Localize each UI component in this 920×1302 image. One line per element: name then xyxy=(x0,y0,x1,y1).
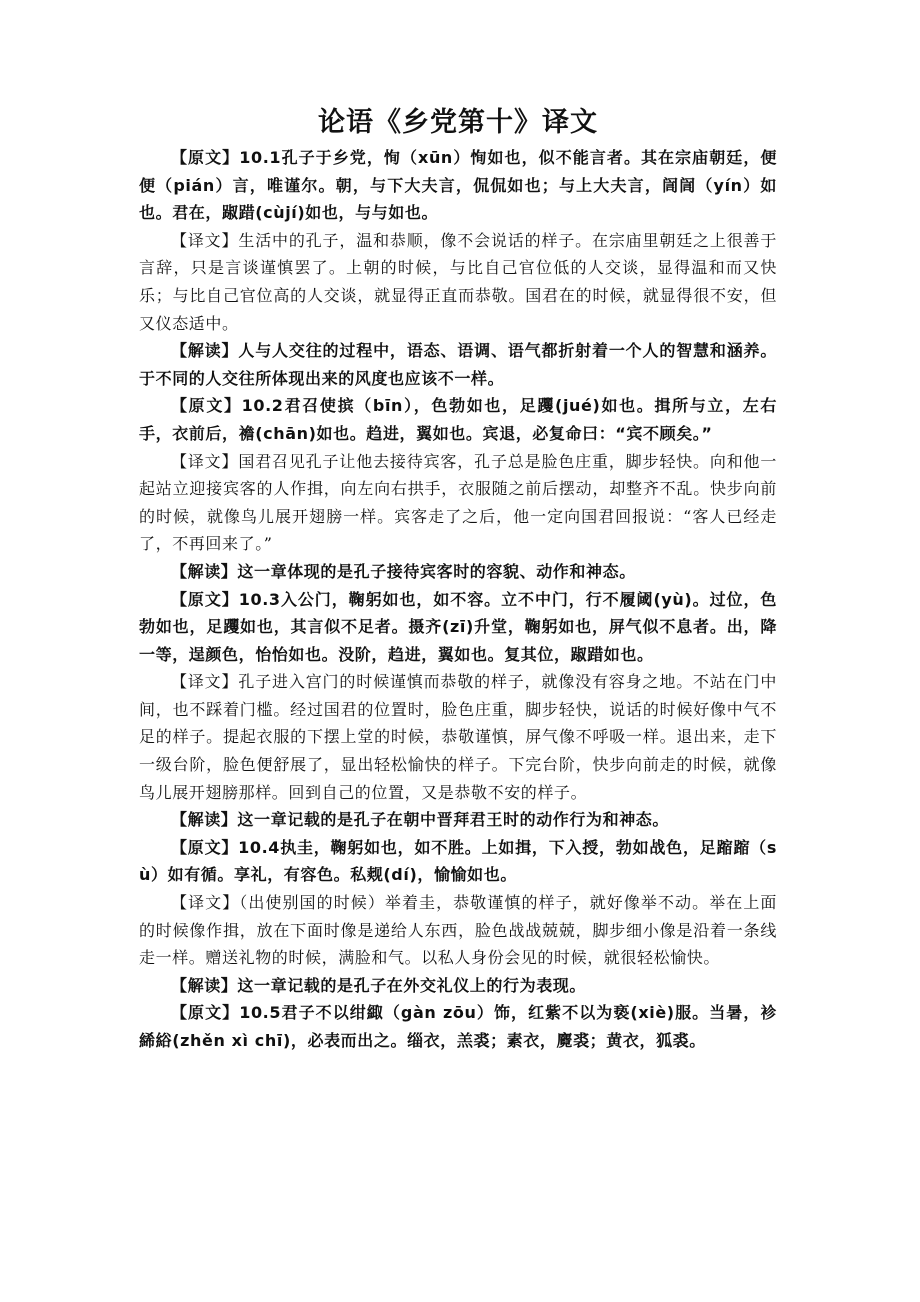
paragraph-text: （出使别国的时候）举着圭，恭敬谨慎的样子，就好像举不动。举在上面的时候像作揖，放在下面时像是递给人东西，脸色战战兢兢，脚步细小像是沿着一条线走一样。赠送礼物的时候，满脸和气。以私人身份会见的时候，就很轻松愉快。 xyxy=(139,893,777,968)
original-text-paragraph xyxy=(139,586,777,669)
paragraph-text: 人与人交往的过程中，语态、语调、语气都折射着一个人的智慧和涵养。于不同的人交往所体现出来的风度也应该不一样。 xyxy=(139,341,777,388)
translation-paragraph xyxy=(139,889,777,972)
paragraph-text: 10.4执圭，鞠躬如也，如不胜。上如揖，下入授，勃如战色，足蹜蹜（sù）如有循。享礼，有容色。私觌(dí)，愉愉如也。 xyxy=(139,837,778,885)
paragraph-text: 10.2君召使摈（bīn），色勃如也，足躩(jué)如也。揖所与立，左右手，衣前后，襜(chān)如也。趋进，翼如也。宾退，必复命曰：“宾不顾矣。” xyxy=(139,396,777,443)
original-text-paragraph xyxy=(139,834,777,889)
paragraph-text: 这一章记载的是孔子在外交礼仪上的行为表现。 xyxy=(237,975,587,995)
commentary-paragraph xyxy=(139,806,777,834)
section-tag: 【解读】 xyxy=(171,561,238,581)
section-tag: 【解读】 xyxy=(171,341,239,361)
section-tag: 【译文】 xyxy=(171,893,240,913)
document-title: 论语《乡党第十》译文 xyxy=(318,107,598,138)
section-tag: 【译文】 xyxy=(171,451,239,471)
translation-paragraph xyxy=(139,448,777,558)
document-page xyxy=(139,104,777,1055)
paragraph-text: 孔子进入宫门的时候谨慎而恭敬的样子，就像没有容身之地。不站在门中间，也不踩着门槛。经过国君的位置时，脸色庄重，脚步轻快，说话的时候好像中气不足的样子。提起衣服的下摆上堂的时候，恭敬谨慎，屏气像不呼吸一样。退出来，走下一级台阶，脸色便舒展了，显出轻松愉快的样子。下完台阶，快步向前走的时候，就像鸟儿展开翅膀那样。回到自己的位置，又是恭敬不安的样子。 xyxy=(139,672,777,802)
original-text-paragraph xyxy=(139,392,777,447)
translation-paragraph xyxy=(139,227,777,337)
paragraph-text: 这一章记载的是孔子在朝中晋拜君王时的动作行为和神态。 xyxy=(237,810,670,830)
paragraph-text: 10.3入公门，鞠躬如也，如不容。立不中门，行不履阈(yù)。过位，色勃如也，足躩如也，其言似不足者。摄齐(zī)升堂，鞠躬如也，屏气似不息者。出，降一等，逞颜色，怡怡如也。没阶，趋进，翼如也。复其位，踧踖如也。 xyxy=(139,589,777,664)
paragraph-text: 这一章体现的是孔子接待宾客时的容貌、动作和神态。 xyxy=(237,561,636,581)
paragraph-text: 国君召见孔子让他去接待宾客，孔子总是脸色庄重，脚步轻快。向和他一起站立迎接宾客的人作揖，向左向右拱手，衣服随之前后摆动，却整齐不乱。快步向前的时候，就像鸟儿展开翅膀一样。宾客走了之后，他一定向国君回报说：“客人已经走了，不再回来了。” xyxy=(139,451,777,554)
commentary-paragraph xyxy=(139,558,777,586)
section-tag: 【原文】 xyxy=(171,1003,240,1023)
section-tag: 【原文】 xyxy=(171,148,240,167)
paragraph-text: 10.1孔子于乡党，恂（xūn）恂如也，似不能言者。其在宗庙朝廷，便便（pián）言，唯谨尔。朝，与下大夫言，侃侃如也；与上大夫言，訚訚（yín）如也。君在，踧踖(cùjí)如也，与与如也。 xyxy=(139,148,777,223)
section-tag: 【解读】 xyxy=(171,975,238,995)
original-text-paragraph xyxy=(139,999,777,1054)
commentary-paragraph xyxy=(139,337,777,392)
section-tag: 【原文】 xyxy=(171,837,239,857)
section-tag: 【原文】 xyxy=(171,396,242,416)
section-tag: 【译文】 xyxy=(171,672,239,692)
commentary-paragraph xyxy=(139,972,777,1000)
section-tag: 【译文】 xyxy=(171,230,239,250)
section-tag: 【解读】 xyxy=(171,810,238,830)
document-body xyxy=(139,144,777,1055)
paragraph-text: 10.5君子不以绀緅（gàn zōu）饰，红紫不以为亵(xiè)服。当暑，袗絺綌(zhěn xì chī)，必表而出之。缁衣，羔裘；素衣，麑裘；黄衣，狐裘。 xyxy=(139,1003,777,1050)
paragraph-text: 生活中的孔子，温和恭顺，像不会说话的样子。在宗庙里朝廷之上很善于言辞，只是言谈谨慎罢了。上朝的时候，与比自己官位低的人交谈，显得温和而又快乐；与比自己官位高的人交谈，就显得正直而恭敬。国君在的时候，就显得很不安，但又仪态适中。 xyxy=(139,230,777,333)
original-text-paragraph xyxy=(139,144,777,227)
section-tag: 【原文】 xyxy=(171,589,239,609)
translation-paragraph xyxy=(139,668,777,806)
